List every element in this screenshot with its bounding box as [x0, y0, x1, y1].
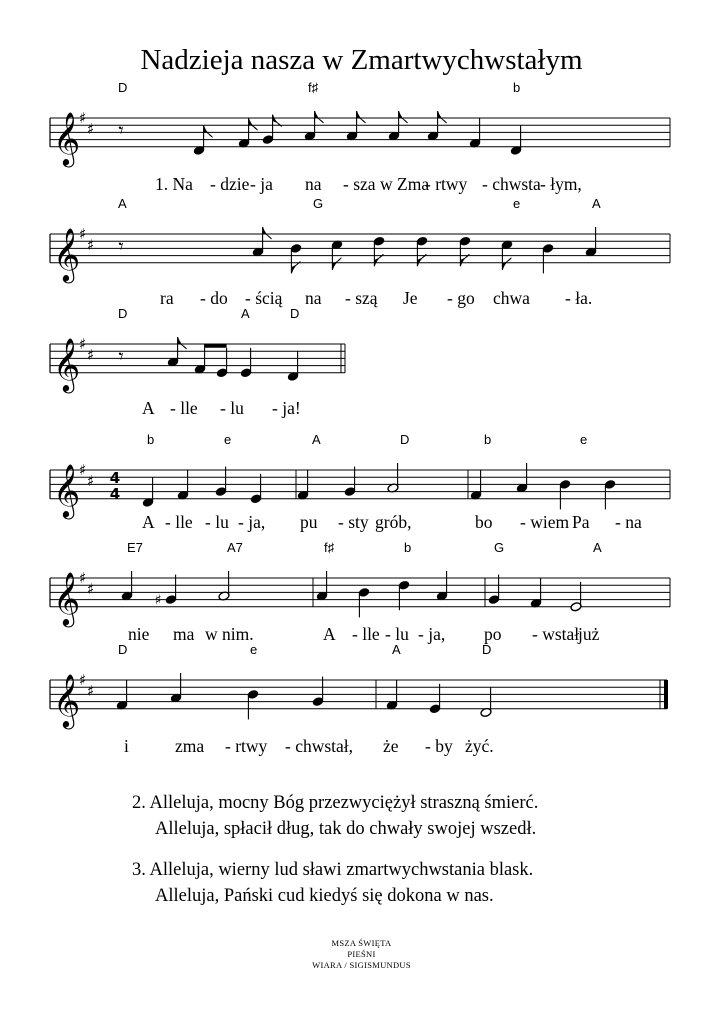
sharp-f-icon: ♯	[79, 569, 87, 587]
sharp-f-icon: ♯	[79, 461, 87, 479]
lyric-syllable: - rtwy	[225, 736, 268, 756]
sharp-c-icon: ♯	[87, 580, 95, 598]
chord-symbol: A	[118, 196, 127, 211]
lyric-syllable: A	[142, 512, 155, 532]
chord-symbol: D	[118, 306, 128, 321]
note-flag	[249, 118, 258, 130]
verse-3	[132, 857, 533, 909]
lyric-syllable: i	[124, 736, 129, 756]
lyric-syllable: - sty	[338, 512, 369, 532]
chord-symbol: D	[118, 80, 128, 95]
lyric-syllable: - rtwy	[425, 174, 468, 194]
lyric-syllable: bo	[475, 512, 493, 532]
lyric-syllable: na	[305, 288, 322, 308]
verse-2	[132, 790, 538, 842]
lyric-syllable: już	[578, 624, 600, 644]
staff-system-4	[50, 432, 670, 532]
time-signature-bottom: 4	[109, 484, 121, 503]
chord-symbol: E7	[127, 540, 143, 555]
lyric-syllable: - ja,	[238, 512, 266, 532]
lyric-syllable: - sza	[343, 174, 376, 194]
lyric-syllable: 1. Na	[155, 174, 193, 194]
chord-symbol: f♯	[324, 540, 335, 555]
chord-symbol: A	[592, 196, 601, 211]
note-flag	[315, 111, 324, 123]
sharp-c-icon: ♯	[87, 682, 95, 700]
lyric-syllable: nie	[128, 624, 150, 644]
lyric-syllable: - chwsta	[482, 174, 541, 194]
lyric-syllable: ra	[160, 288, 174, 308]
lyric-syllable: - by	[425, 736, 453, 756]
lyric-syllable: A	[323, 624, 336, 644]
footer-line-2: PIEŚNI	[347, 949, 376, 959]
sharp-f-icon: ♯	[79, 671, 87, 689]
chord-symbol: f♯	[308, 80, 319, 95]
chord-symbol: D	[290, 306, 300, 321]
sharp-f-icon: ♯	[79, 225, 87, 243]
chord-symbol: A	[241, 306, 250, 321]
lyric-syllable: chwa	[493, 288, 530, 308]
eighth-rest-icon: 𝄾	[118, 234, 124, 258]
lyric-syllable: A	[142, 398, 155, 418]
sharp-c-icon: ♯	[87, 120, 95, 138]
eighth-rest-icon: 𝄾	[118, 344, 124, 368]
chord-symbol: b	[484, 432, 492, 447]
note-flag	[204, 125, 213, 137]
chord-symbol: b	[404, 540, 412, 555]
verse-3-line-1: 3. Alleluja, wierny lud sławi zmartwychwstania blask.	[132, 860, 534, 880]
chord-symbol: b	[147, 432, 155, 447]
note-flag	[502, 258, 511, 270]
lyric-syllable: na	[305, 174, 322, 194]
lyric-syllable: - łym,	[540, 174, 582, 194]
lyric-syllable: ma	[173, 624, 195, 644]
lyric-syllable: - wiem	[520, 512, 570, 532]
lyric-syllable: żyć.	[465, 736, 494, 756]
staff-system-2	[50, 196, 670, 308]
verse-3-line-2: Alleluja, Pański cud kiedyś się dokona w nas.	[155, 886, 494, 906]
lyric-syllable: grób,	[375, 512, 412, 532]
verse-2-line-1: 2. Alleluja, mocny Bóg przezwyciężył straszną śmierć.	[132, 793, 539, 813]
chord-symbol: e	[250, 642, 258, 657]
lyric-syllable: - szą	[345, 288, 378, 308]
eighth-rest-icon: 𝄾	[118, 118, 124, 142]
note-flag	[438, 111, 447, 123]
note-flag	[263, 227, 272, 239]
lyric-syllable: - ja,	[418, 624, 446, 644]
lyric-syllable: Je	[403, 288, 418, 308]
lyric-syllable: że	[383, 736, 399, 756]
lyric-syllable: - ja!	[272, 398, 301, 418]
lyric-syllable: - lle	[170, 398, 198, 418]
chord-symbol: A7	[227, 540, 243, 555]
footer	[0, 938, 723, 971]
lyric-syllable: w nim.	[205, 624, 254, 644]
lyric-syllable: - do	[200, 288, 228, 308]
chord-symbol: D	[118, 642, 128, 657]
lyric-syllable: w Zma	[380, 174, 430, 194]
treble-clef-icon: 𝄞	[53, 336, 81, 391]
chord-symbol: e	[580, 432, 588, 447]
lyric-syllable: - ła.	[565, 288, 593, 308]
verse-2-line-2: Alleluja, spłacił dług, tak do chwały swojej wszedł.	[155, 819, 537, 839]
sharp-c-icon: ♯	[87, 346, 95, 364]
final-barline-thick	[664, 680, 668, 709]
sharp-c-icon: ♯	[87, 472, 95, 490]
chord-symbol: G	[494, 540, 505, 555]
lyric-syllable: - na	[615, 512, 642, 532]
accidental-sharp-icon: ♯	[154, 592, 162, 609]
lyric-syllable: pu	[300, 512, 318, 532]
chord-symbol: b	[513, 80, 521, 95]
chord-symbol: A	[392, 642, 401, 657]
chord-symbol: e	[513, 196, 521, 211]
staff-system-5	[50, 540, 670, 644]
note-flag	[399, 111, 408, 123]
lyric-syllable: - lle	[165, 512, 193, 532]
lyric-syllable: - ścią	[245, 288, 283, 308]
chord-symbol: D	[400, 432, 410, 447]
sharp-f-icon: ♯	[79, 335, 87, 353]
lyric-syllable: - lu	[385, 624, 409, 644]
lyric-syllable: - wstał	[532, 624, 580, 644]
lyric-syllable: - lu	[220, 398, 244, 418]
treble-clef-icon: 𝄞	[53, 226, 81, 281]
treble-clef-icon: 𝄞	[53, 110, 81, 165]
footer-line-3: WIARA / SIGISMUNDUS	[312, 960, 411, 970]
chord-symbol: e	[224, 432, 232, 447]
chord-symbol: A	[593, 540, 602, 555]
song-title: Nadzieja nasza w Zmartwychwstałym	[140, 44, 583, 76]
sharp-f-icon: ♯	[79, 109, 87, 127]
chord-symbol: D	[482, 642, 492, 657]
sharp-c-icon: ♯	[87, 236, 95, 254]
lyric-syllable: - lu	[205, 512, 229, 532]
footer-line-1: MSZA ŚWIĘTA	[331, 938, 392, 948]
note-flag	[357, 111, 366, 123]
lyric-syllable: po	[484, 624, 502, 644]
lyric-syllable: Pa	[572, 512, 590, 532]
lyric-syllable: - dzie	[210, 174, 250, 194]
chord-symbol: G	[313, 196, 324, 211]
time-signature-top: 4	[109, 469, 121, 487]
note-beam	[205, 344, 227, 348]
staff-system-1	[50, 80, 670, 194]
lyric-syllable: - lle	[352, 624, 380, 644]
note-flag	[178, 337, 187, 349]
note-flag	[332, 258, 341, 270]
chord-symbol: A	[312, 432, 321, 447]
lyric-syllable: zma	[175, 736, 205, 756]
treble-clef-icon: 𝄞	[53, 672, 81, 727]
staff-system-6	[50, 642, 668, 756]
lyric-syllable: - chwstał,	[285, 736, 354, 756]
lyric-syllable: - ja	[250, 174, 273, 194]
treble-clef-icon: 𝄞	[53, 462, 81, 517]
staff-system-3	[50, 306, 345, 418]
lyric-syllable: - go	[447, 288, 475, 308]
treble-clef-icon: 𝄞	[53, 570, 81, 625]
